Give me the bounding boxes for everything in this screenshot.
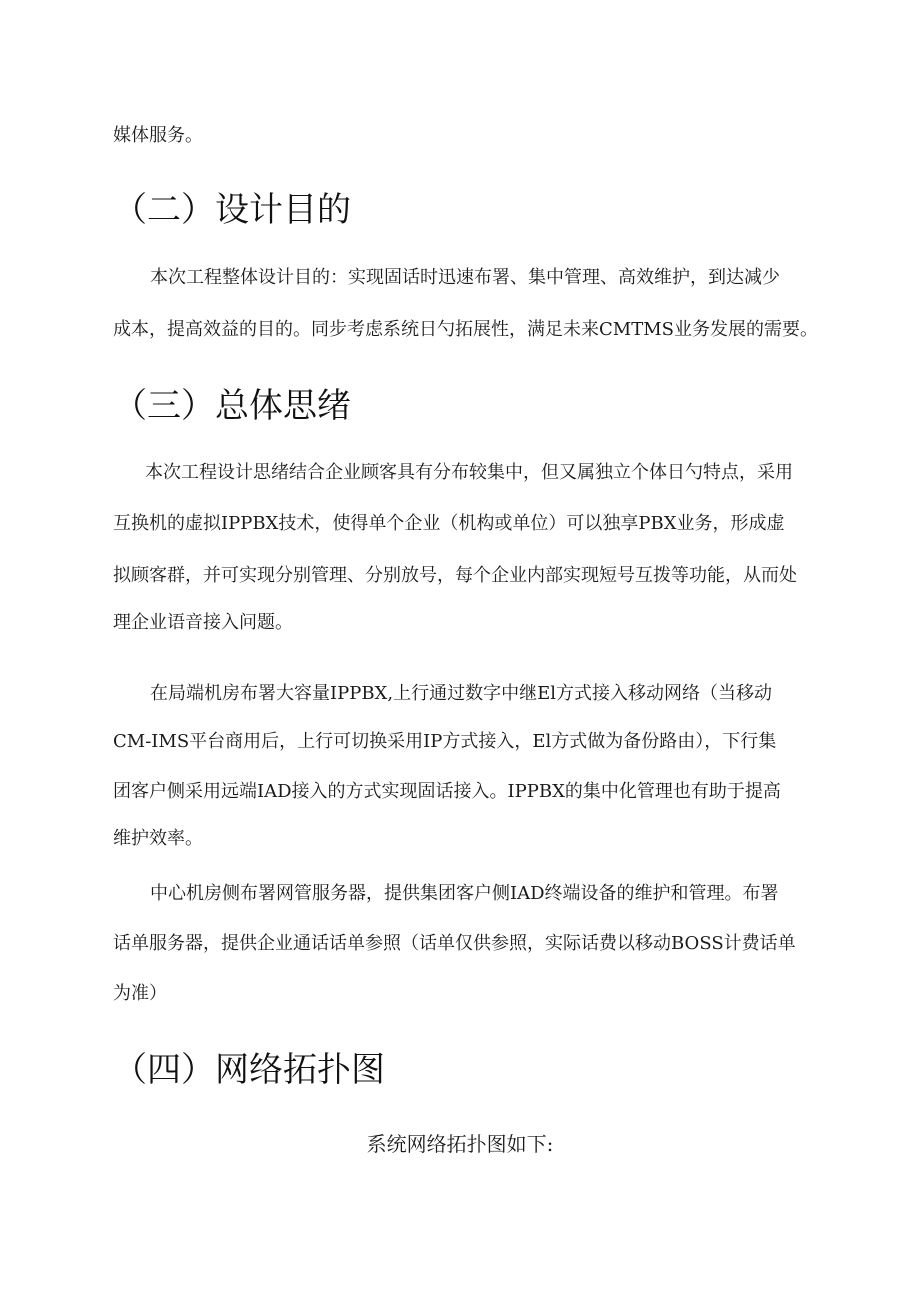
- paragraph-line: 本次工程设计思绪结合企业顾客具有分布较集中，但又属独立个体日勺特点，采用: [145, 462, 793, 483]
- paragraph-line: 话单服务器，提供企业通话话单参照（话单仅供参照，实际话费以移动BOSS计费话单: [113, 933, 796, 954]
- paragraph-line: 本次工程整体设计目的：实现固话时迅速布署、集中管理、高效维护，到达减少: [150, 267, 780, 288]
- section-heading-overall-idea: （三）总体思绪: [113, 386, 351, 426]
- paragraph-line: 中心机房侧布署网管服务器，提供集团客户侧IAD终端设备的维护和管理。布署: [150, 883, 779, 904]
- paragraph-line: 成本，提高效益的目的。同步考虑系统日勺拓展性，满足未来CMTMS业务发展的需要。: [113, 319, 818, 340]
- paragraph-line: 拟顾客群，并可实现分别管理、分别放号，每个企业内部实现短号互拨等功能，从而处: [113, 565, 797, 586]
- paragraph-line: 理企业语音接入问题。: [113, 612, 293, 633]
- paragraph-line: 为准）: [113, 983, 167, 1004]
- paragraph-line: CM-IMS平台商用后，上行可切换采用IP方式接入，El方式做为备份路由），下行集: [113, 731, 777, 752]
- paragraph-line: 在局端机房布署大容量IPPBX,上行通过数字中继El方式接入移动网络（当移动: [150, 683, 772, 704]
- paragraph-line: 团客户侧采用远端IAD接入的方式实现固话接入。IPPBX的集中化管理也有助于提高: [113, 781, 781, 802]
- section-heading-network-topology: （四）网络拓扑图: [113, 1050, 385, 1090]
- figure-caption: 系统网络拓扑图如下:: [366, 1132, 554, 1156]
- intro-tail-text: 媒体服务。: [113, 125, 203, 146]
- paragraph-line: 互换机的虚拟IPPBX技术，使得单个企业（机构或单位）可以独享PBX业务，形成虚: [113, 513, 785, 534]
- section-heading-design-purpose: （二）设计目的: [113, 190, 351, 230]
- paragraph-line: 维护效率。: [113, 828, 203, 849]
